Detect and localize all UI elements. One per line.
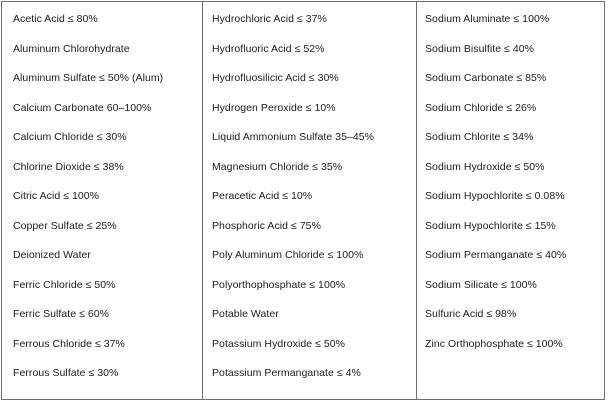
table-cell: Potassium Hydroxide ≤ 50%	[212, 337, 346, 350]
table-cell: Acetic Acid ≤ 80%	[13, 13, 98, 25]
chemical-compatibility-table	[1, 1, 605, 400]
table-cell: Ferrous Chloride ≤ 37%	[13, 337, 125, 350]
table-cell: Potassium Permanganate ≤ 4%	[212, 367, 361, 379]
table-cell: Calcium Carbonate 60–100%	[13, 101, 152, 114]
table-cell: Phosphoric Acid ≤ 75%	[212, 219, 321, 232]
table-cell: Sodium Hypochlorite ≤ 15%	[425, 219, 556, 232]
table-cell: Aluminum Sulfate ≤ 50% (Alum)	[13, 72, 164, 84]
table-cell: Liquid Ammonium Sulfate 35–45%	[212, 131, 375, 143]
table-cell: Sodium Permanganate ≤ 40%	[425, 249, 567, 261]
table-cell: Poly Aluminum Chloride ≤ 100%	[212, 249, 364, 261]
table-cell: Sulfuric Acid ≤ 98%	[425, 308, 517, 320]
table-cell: Deionized Water	[13, 249, 91, 261]
table-column-1	[2, 2, 202, 399]
table-cell: Hydrofluosilicic Acid ≤ 30%	[212, 72, 339, 84]
table-cell: Ferric Chloride ≤ 50%	[13, 278, 116, 291]
table-cell: Copper Sulfate ≤ 25%	[13, 219, 117, 232]
table-cell: Sodium Aluminate ≤ 100%	[425, 13, 550, 25]
table-cell: Hydrofluoric Acid ≤ 52%	[212, 42, 325, 55]
table-cell: Ferric Sulfate ≤ 60%	[13, 308, 110, 320]
table-cell: Calcium Chloride ≤ 30%	[13, 131, 127, 143]
table-cell: Hydrogen Peroxide ≤ 10%	[212, 101, 336, 114]
table-cell: Sodium Hypochlorite ≤ 0.08%	[425, 190, 565, 202]
table-cell: Sodium Hydroxide ≤ 50%	[425, 160, 545, 173]
table-cell: Citric Acid ≤ 100%	[13, 190, 100, 202]
table-cell: Chlorine Dioxide ≤ 38%	[13, 160, 124, 173]
table-cell: Peracetic Acid ≤ 10%	[212, 190, 313, 202]
table-cell: Sodium Chloride ≤ 26%	[425, 101, 537, 114]
table-cell: Sodium Carbonate ≤ 85%	[425, 72, 547, 84]
table-cell: Polyorthophosphate ≤ 100%	[212, 278, 346, 291]
table-column-3	[416, 2, 604, 399]
table-cell: Sodium Bisulfite ≤ 40%	[425, 42, 534, 55]
table-cell: Hydrochloric Acid ≤ 37%	[212, 13, 327, 25]
table-column-2	[202, 2, 416, 399]
table-cell: Sodium Silicate ≤ 100%	[425, 278, 537, 291]
table-cell: Ferrous Sulfate ≤ 30%	[13, 367, 119, 379]
table-cell: Zinc Orthophosphate ≤ 100%	[425, 337, 563, 350]
table-cell: Magnesium Chloride ≤ 35%	[212, 160, 343, 173]
table-cell: Aluminum Chlorohydrate	[13, 42, 130, 55]
table-cell: Sodium Chlorite ≤ 34%	[425, 131, 534, 143]
table-cell: Potable Water	[212, 308, 279, 320]
